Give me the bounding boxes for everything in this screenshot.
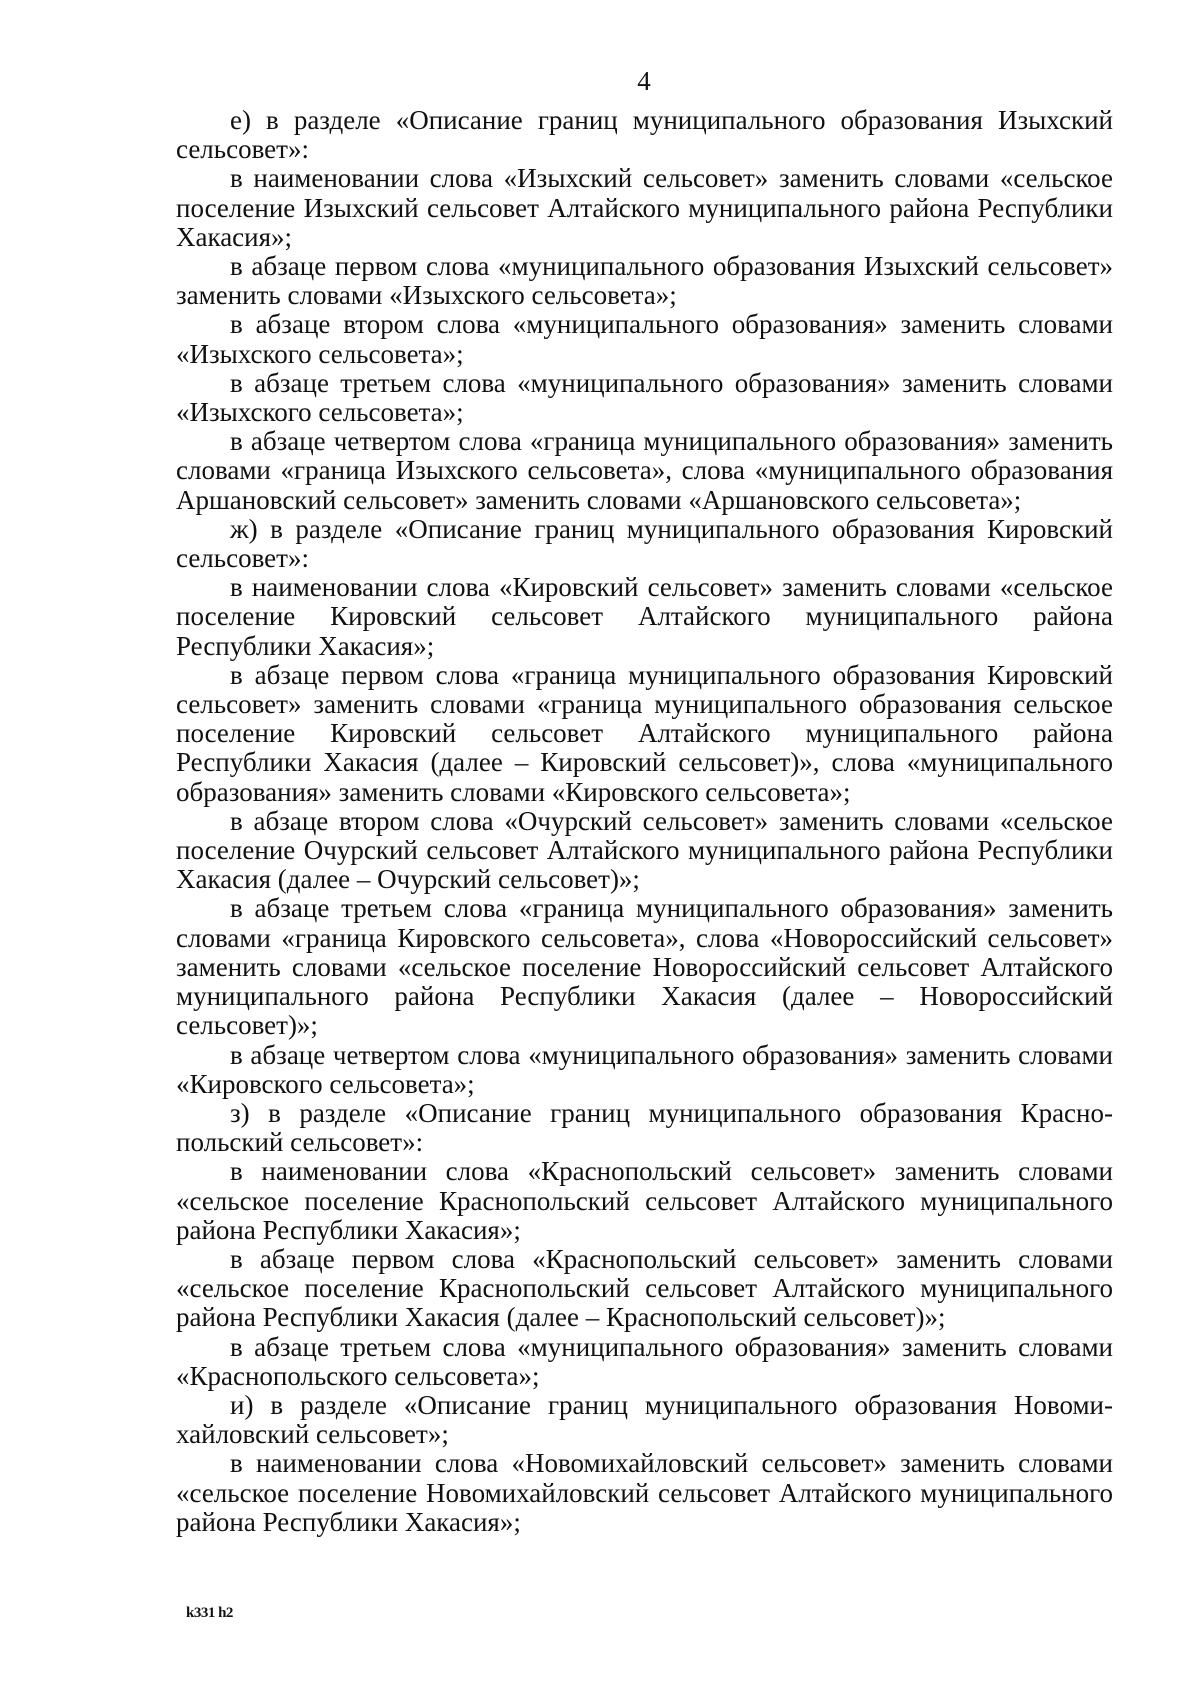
paragraph: в наименовании слова «Краснопольский сельсовет» заменить словами «сельское поселение Краснопольский сельсовет Алтайского муниципального района Республики Хакасия»;: [176, 1156, 1113, 1245]
paragraph: в абзаце четвертом слова «граница муниципального образования» заменить словами «граница Изыхского сельсовета», слова «муниципального образования Аршановский сельсовет» заменить словами «Аршановского сельсовета»;: [176, 426, 1113, 515]
paragraph: в наименовании слова «Новомихайловский сельсовет» заменить словами «сельское поселение Новомихайловский сельсовет Алтайского муниципального района Республики Хакасия»;: [176, 1448, 1113, 1537]
paragraph-zh-section: ж) в разделе «Описание границ муниципального образования Кировский сельсовет»:: [176, 513, 1113, 574]
paragraph: в абзаце первом слова «Краснопольский сельсовет» заменить словами «сельское поселение Краснопольский сельсовет Алтайского муниципального района Республики Хакасия (далее – Краснопольский сельсовет)»;: [176, 1243, 1113, 1333]
paragraph: в абзаце третьем слова «муниципального образования» заменить словами «Изыхского сельсовета»;: [176, 367, 1113, 428]
paragraph: в абзаце третьем слова «граница муниципального образования» заменить словами «граница Кировского сельсовета», слова «Новороссийский сельсовет» заменить словами «сельское поселение Новороссийский сельсовет Алтайского муниципального района Республики Хакасия (далее – Новороссийский сельсовет)»;: [176, 893, 1113, 1041]
document-body: [176, 106, 1113, 1537]
paragraph-z-section: з) в разделе «Описание границ муниципального образования Краснопольский сельсовет»:: [176, 1097, 1113, 1158]
paragraph: в наименовании слова «Кировский сельсовет» заменить словами «сельское поселение Кировский сельсовет Алтайского муниципального района Республики Хакасия»;: [176, 572, 1113, 661]
paragraph: в абзаце втором слова «муниципального образования» заменить словами «Изыхского сельсовета»;: [176, 309, 1113, 369]
paragraph: в абзаце первом слова «граница муниципального образования Кировский сельсовет» заменить словами «граница муниципального образования сельское поселение Кировский сельсовет Алтайского муниципального района Республики Хакасия (далее – Кировский сельсовет)», слова «муниципального образования» заменить словами «Кировского сельсовета»;: [176, 659, 1113, 807]
paragraph: в абзаце четвертом слова «муниципального образования» заменить словами «Кировского сельсовета»;: [176, 1039, 1113, 1099]
paragraph: в абзаце первом слова «муниципального образования Изыхский сельсовет» заменить словами «Изыхского сельсовета»;: [176, 251, 1113, 311]
page-number: 4: [637, 66, 651, 96]
footer-document-code: k331 h2: [186, 1605, 233, 1621]
paragraph: в абзаце втором слова «Очурский сельсовет» заменить словами «сельское поселение Очурский сельсовет Алтайского муниципального района Республики Хакасия (далее – Очурский сельсовет)»;: [176, 805, 1113, 895]
paragraph-e-section: е) в разделе «Описание границ муниципального образования Изыхский сельсовет»:: [176, 105, 1113, 165]
paragraph: в наименовании слова «Изыхский сельсовет» заменить словами «сельское поселение Изыхский сельсовет Алтайского муниципального района Республики Хакасия»;: [176, 163, 1113, 252]
paragraph: в абзаце третьем слова «муниципального образования» заменить словами «Краснопольского сельсовета»;: [176, 1331, 1113, 1391]
paragraph-i-section: и) в разделе «Описание границ муниципального образования Новомихайловский сельсовет»;: [176, 1389, 1113, 1450]
